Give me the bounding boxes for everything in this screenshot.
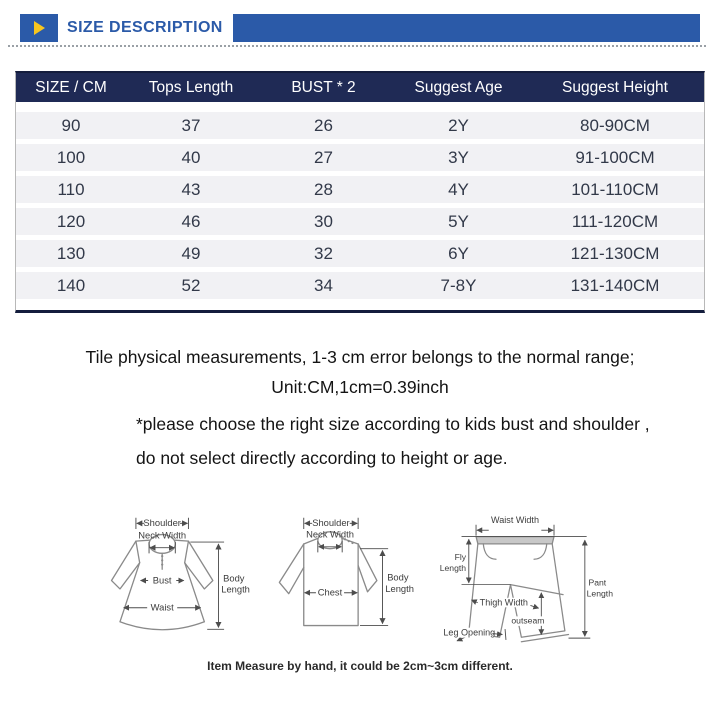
table-cell: 32 (314, 243, 333, 263)
measurement-note-line1: Tile physical measurements, 1-3 cm error belongs to the normal range; (85, 347, 635, 367)
shirt-shoulder-label: Shoulder (312, 518, 350, 529)
pants-fly-length-label-line2: Length (439, 563, 467, 574)
dress-waist-label: Waist (150, 602, 174, 613)
column-header: Tops Length (148, 78, 234, 96)
pants-leg-opening-label: Leg Opening (443, 627, 496, 638)
table-cell: 46 (181, 211, 201, 231)
table-cell: 140 (56, 275, 86, 295)
column-header: Suggest Height (562, 78, 668, 96)
table-cell: 2Y (448, 115, 469, 135)
shirt-body-length-label-line2: Length (385, 583, 414, 594)
table-cell: 121-130CM (570, 243, 660, 263)
pants-waist-width-label: Waist Width (491, 514, 539, 525)
pants-fly-length-label-line1: Fly (454, 552, 467, 563)
table-row (16, 112, 704, 139)
table-cell: 120 (56, 211, 86, 231)
hand-measure-note: Item Measure by hand, it could be 2cm~3cm different. (207, 659, 513, 673)
table-cell: 131-140CM (570, 275, 660, 295)
pants-outline (469, 537, 569, 642)
dress-neck-width-label: Neck Width (138, 530, 187, 541)
table-cell: 91-100CM (575, 147, 655, 167)
table-cell: 40 (181, 147, 201, 167)
shirt-body-length-label-line1: Body (387, 572, 409, 583)
table-cell: 90 (61, 115, 81, 135)
header-accent-bar (233, 14, 700, 42)
table-cell: 4Y (448, 179, 469, 199)
section-title: SIZE DESCRIPTION (67, 19, 223, 36)
table-row (16, 144, 704, 171)
table-cell: 26 (314, 115, 333, 135)
table-cell: 52 (181, 275, 201, 295)
shirt-chest-label: Chest (317, 587, 343, 598)
pants-pant-length-label-line1: Pant (588, 577, 607, 588)
dress-diagram (104, 513, 256, 649)
dress-shoulder-label: Shoulder (143, 518, 181, 529)
notes-block (0, 347, 720, 469)
pants-pant-length-label-line2: Length (586, 588, 613, 599)
table-cell: 27 (314, 147, 333, 167)
pants-outseam-label: outseam (511, 615, 545, 626)
dress-body-length-label-line1: Body (223, 573, 245, 584)
table-cell: 111-120CM (571, 211, 659, 231)
table-cell: 5Y (448, 211, 469, 231)
pants-thigh-width-label: Thigh Width (479, 597, 528, 608)
advice-note-line2: do not select directly according to height or age. (136, 448, 508, 468)
table-cell: 130 (56, 243, 86, 263)
table-row (16, 240, 704, 267)
dotted-divider (8, 45, 706, 47)
table-cell: 100 (56, 147, 86, 167)
size-table (15, 71, 705, 313)
measurement-note-line2: Unit:CM,1cm=0.39inch (271, 377, 449, 397)
table-cell: 7-8Y (440, 275, 477, 295)
pants-diagram (434, 513, 616, 649)
table-cell: 3Y (448, 147, 469, 167)
table-header-row (16, 73, 704, 102)
table-cell: 49 (181, 243, 201, 263)
section-header (20, 14, 700, 42)
table-row (16, 208, 704, 235)
yellow-triangle-icon (34, 21, 45, 35)
shirt-neck-width-label: Neck Width (306, 529, 354, 540)
table-cell: 28 (314, 179, 333, 199)
table-cell: 43 (181, 179, 201, 199)
dress-body-length-label-line2: Length (221, 584, 250, 595)
table-cell: 34 (314, 275, 333, 295)
table-cell: 80-90CM (580, 115, 650, 135)
table-row (16, 176, 704, 203)
shirt-outline (279, 532, 377, 626)
table-cell: 110 (57, 179, 85, 199)
measurement-diagrams (0, 513, 720, 649)
shirt-diagram (270, 513, 420, 649)
table-cell: 6Y (448, 243, 469, 263)
column-header: Suggest Age (414, 78, 503, 96)
table-row (16, 272, 704, 299)
dress-bust-label: Bust (152, 575, 172, 586)
column-header: SIZE / CM (35, 78, 107, 96)
table-body (16, 102, 704, 310)
table-cell: 101-110CM (571, 179, 659, 199)
play-arrow-icon (20, 14, 58, 42)
table-cell: 37 (181, 115, 201, 135)
advice-note-line1: *please choose the right size according to kids bust and shoulder , (136, 414, 650, 434)
table-cell: 30 (314, 211, 333, 231)
column-header: BUST * 2 (291, 78, 356, 96)
